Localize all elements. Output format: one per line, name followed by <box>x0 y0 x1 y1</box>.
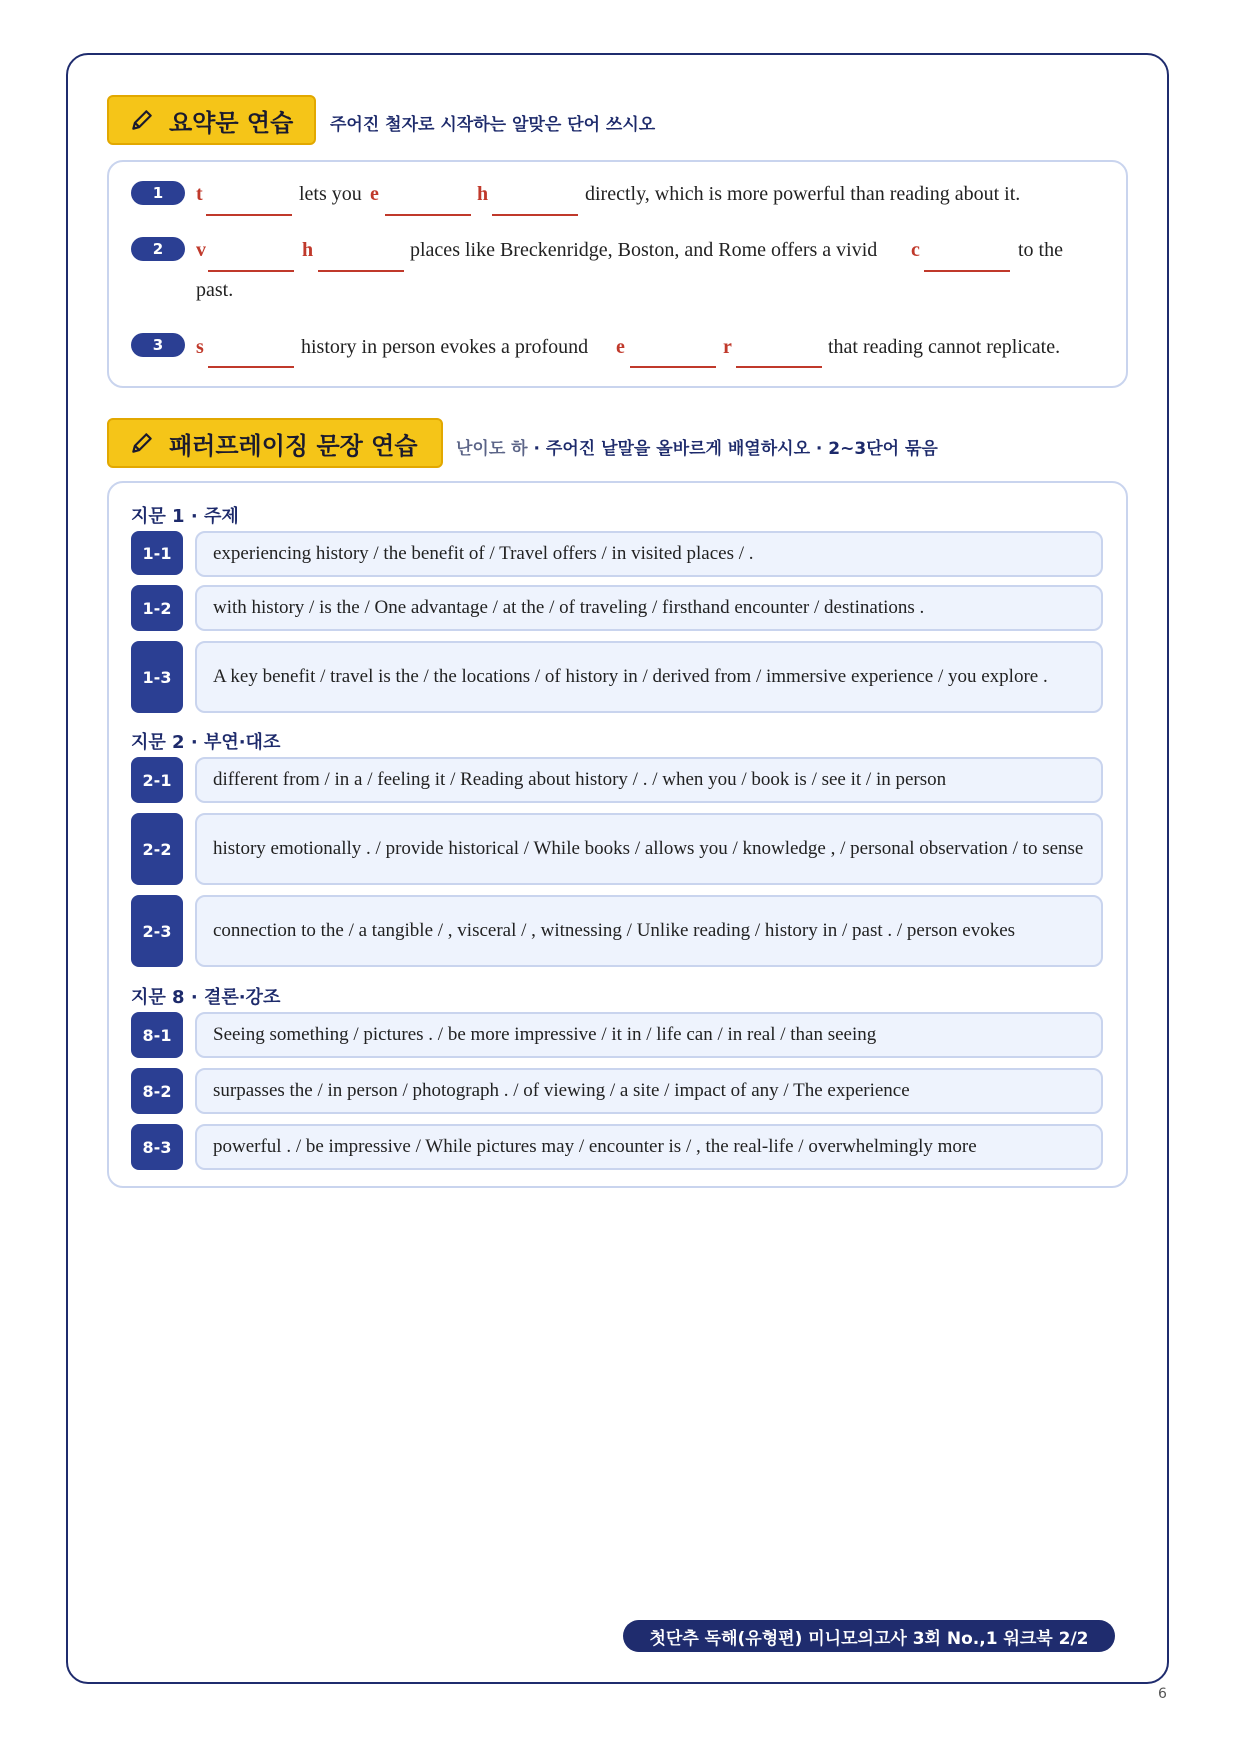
instruction-text: · 주어진 낱말을 올바르게 배열하시오 · 2~3단어 묶음 <box>533 439 938 459</box>
item-number-badge: 1-2 <box>131 585 183 631</box>
item-number-badge: 1-3 <box>131 641 183 713</box>
word-chunks-item[interactable]: with history / is the / One advantage / at the / of traveling / firsthand encounter / destinations . <box>195 585 1103 631</box>
sentence-text: directly, which is more powerful than reading about it. <box>585 183 1021 205</box>
hint-letter: h <box>477 183 489 205</box>
hint-letter: h <box>302 239 314 261</box>
word-chunks-item[interactable]: powerful . / be impressive / While pictures may / encounter is / , the real-life / overwhelmingly more <box>195 1124 1103 1170</box>
item-number-badge: 8-3 <box>131 1124 183 1170</box>
hint-letter: e <box>616 336 625 358</box>
pencil-icon <box>129 107 155 133</box>
passage-heading: 지문 2 · 부연·대조 <box>131 732 281 753</box>
item-number-badge: 2-1 <box>131 757 183 803</box>
answer-blank[interactable] <box>924 270 1010 272</box>
answer-blank[interactable] <box>208 270 294 272</box>
hint-letter: c <box>911 239 920 261</box>
answer-blank[interactable] <box>492 214 578 216</box>
sentence-text: that reading cannot replicate. <box>828 336 1061 358</box>
summary-section-tab <box>107 95 316 145</box>
summary-item-number: 1 <box>131 181 185 205</box>
pencil-icon <box>129 430 155 456</box>
word-chunks-item[interactable]: history emotionally . / provide historical / While books / allows you / knowledge , / personal observation / to sense <box>195 813 1103 885</box>
item-number-badge: 2-3 <box>131 895 183 967</box>
word-chunks-item[interactable]: connection to the / a tangible / , visceral / , witnessing / Unlike reading / history in / past . / person evokes <box>195 895 1103 967</box>
sentence-text: lets you <box>299 183 362 205</box>
paraphrase-instruction <box>456 434 938 459</box>
item-number-badge: 2-2 <box>131 813 183 885</box>
footer-badge: 첫단추 독해(유형편) 미니모의고사 3회 No.,1 워크북 2/2 <box>623 1620 1115 1652</box>
answer-blank[interactable] <box>206 214 292 216</box>
hint-letter: e <box>370 183 379 205</box>
summary-item-number: 2 <box>131 237 185 261</box>
sentence-text: history in person evokes a profound <box>301 336 589 358</box>
summary-section-title: 요약문 연습 <box>169 108 294 137</box>
word-chunks-item[interactable]: experiencing history / the benefit of / Travel offers / in visited places / . <box>195 531 1103 577</box>
paraphrase-section-tab <box>107 418 443 468</box>
passage-heading: 지문 1 · 주제 <box>131 506 239 527</box>
answer-blank[interactable] <box>318 270 404 272</box>
summary-instruction: 주어진 철자로 시작하는 알맞은 단어 쓰시오 <box>330 115 656 135</box>
word-chunks-item[interactable]: A key benefit / travel is the / the locations / of history in / derived from / immersive experience / you explore . <box>195 641 1103 713</box>
hint-letter: r <box>723 336 732 358</box>
item-number-badge: 1-1 <box>131 531 183 575</box>
sentence-text: places like Breckenridge, Boston, and Rome offers a vivid <box>410 239 878 261</box>
sentence-text: to the <box>1018 239 1063 261</box>
passage-heading: 지문 8 · 결론·강조 <box>131 987 281 1008</box>
summary-item-number: 3 <box>131 333 185 357</box>
answer-blank[interactable] <box>208 366 294 368</box>
answer-blank[interactable] <box>736 366 822 368</box>
paraphrase-section-title: 패러프레이징 문장 연습 <box>169 431 418 460</box>
item-number-badge: 8-1 <box>131 1012 183 1058</box>
answer-blank[interactable] <box>630 366 716 368</box>
word-chunks-item[interactable]: Seeing something / pictures . / be more impressive / it in / life can / in real / than seeing <box>195 1012 1103 1058</box>
hint-letter: v <box>196 239 206 261</box>
difficulty-label: 난이도 하 <box>456 439 528 459</box>
sentence-text: past. <box>196 279 234 301</box>
hint-letter: t <box>196 183 203 205</box>
answer-blank[interactable] <box>385 214 471 216</box>
word-chunks-item[interactable]: surpasses the / in person / photograph . / of viewing / a site / impact of any / The experience <box>195 1068 1103 1114</box>
item-number-badge: 8-2 <box>131 1068 183 1114</box>
hint-letter: s <box>196 336 204 358</box>
word-chunks-item[interactable]: different from / in a / feeling it / Reading about history / . / when you / book is / see it / in person <box>195 757 1103 803</box>
page-number: 6 <box>1158 1686 1167 1702</box>
